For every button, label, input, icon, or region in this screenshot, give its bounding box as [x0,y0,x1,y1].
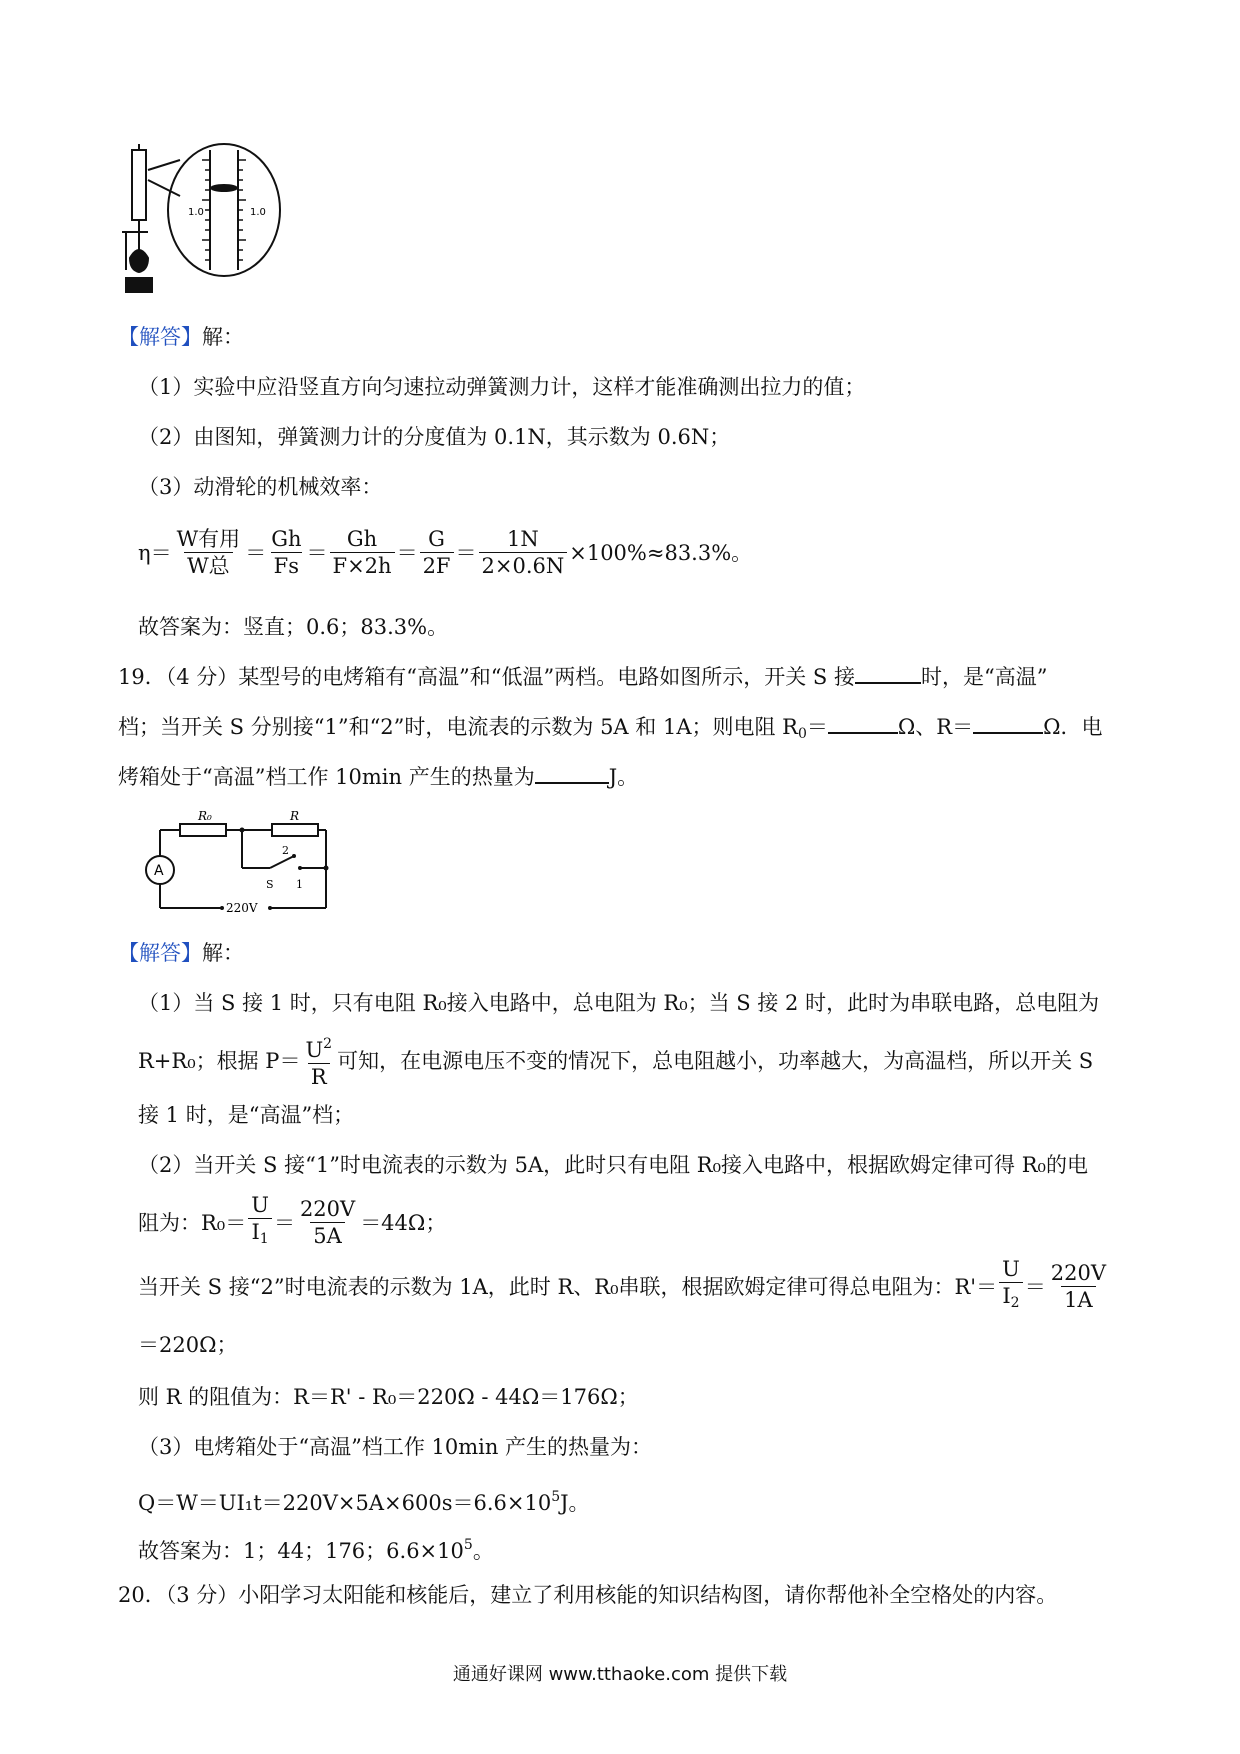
answer19-p1-l3: 接 1 时，是“高温”档； [138,1103,355,1127]
contact-2-label: 2 [282,844,289,857]
circuit-r-label: R [290,809,300,823]
answer18-header: 【解答】解： [118,325,244,349]
scale-ticks [202,160,246,260]
answer19-final: 故答案为：1；44；176；$6.6\times 10^5$。 [138,1537,494,1563]
answer19-header: 【解答】解： [118,941,244,965]
answer18-step3: （3）动滑轮的机械效率： [138,475,383,499]
answer19-p1-l1: （1）当 S 接 1 时，只有电阻 R₀接入电路中，总电阻为 R₀；当 S 接 2 时，此时为串联电路，总电阻为 [138,991,1100,1015]
q19-blank-1[interactable] [855,662,921,684]
answer19-p5: （3）电烤箱处于“高温”档工作 10min 产生的热量为： [138,1435,653,1459]
answer19-p6: $Q=W=UI_1t=220V\times 5A\times 600s=6.6\times 10^5J$。 [138,1489,590,1515]
q20-line: 20．（3 分）小阳学习太阳能和核能后，建立了利用核能的知识结构图，请你帮他补全空格处的内容。 [118,1583,1058,1607]
scale-label-right: 1.0 [250,207,266,218]
page-footer: 通通好课网 www.tthaoke.com 提供下载 [452,1664,788,1685]
answer19-p2-l1: （2）当开关 S 接“1”时电流表的示数为 5A，此时只有电阻 R₀接入电路中，根据欧姆定律可得 R₀的电 [138,1153,1088,1177]
q19-blank-4[interactable] [535,762,609,784]
scale-pointer [210,184,238,192]
circuit-r0-label: R₀ [198,809,212,823]
contact-1-label: 1 [296,878,303,891]
answer19-p3-l1: 当开关 S 接“2”时电流表的示数为 1A，此时 R、R₀串联，根据欧姆定律可得总电阻为：R'＝ $\frac{U}{I_2}$ ＝ $\frac{220V}{1A}$ [138,1256,1111,1316]
answer19-p1-l2: R+R₀；根据 P＝ $\frac{U^2}{R}$ 可知，在电源电压不变的情况下，总电阻越小，功率越大，为高温档，所以开关 S [138,1035,1094,1089]
circuit-diagram [130,808,340,918]
answer19-p2-l2: 阻为：R₀＝ $\frac{U}{I_1}$ ＝ $\frac{220V}{5A}$ ＝44Ω； [138,1192,446,1252]
switch-label: S [266,878,274,891]
efficiency-formula: η＝ $\frac{\text{W有用}}{\text{W总}}$ ＝ $\frac{Gh}{Fs}$ ＝ $\frac{Gh}{F\times 2h}$ ＝ $\frac{G}{2F}$ ＝ $\frac{1N}{2\times 0.6N}$ ×100%≈83.3%。 [138,526,753,578]
spring-scale-figure [118,140,298,300]
answer18-final: 故答案为：竖直；0.6；83.3%。 [138,615,449,639]
answer18-step2: （2）由图知，弹簧测力计的分度值为 0.1N，其示数为 0.6N； [138,425,731,449]
q19-line1: 19．（4 分）某型号的电烤箱有“高温”和“低温”两档。电路如图所示，开关 S 接 时，是“高温” [118,662,1047,692]
q19-blank-3[interactable] [973,712,1043,734]
ammeter-label: A [154,863,164,879]
answer19-p4: 则 R 的阻值为：R＝R' - R₀＝220Ω - 44Ω＝176Ω； [138,1385,639,1409]
answer18-step1: （1）实验中应沿竖直方向匀速拉动弹簧测力计，这样才能准确测出拉力的值； [138,375,866,399]
voltage-label: 220V [226,901,258,915]
answer19-p3-l2: ＝220Ω； [138,1333,238,1357]
q19-blank-2[interactable] [828,712,898,734]
scale-label-left: 1.0 [188,207,204,218]
q19-line2: 档；当开关 S 分别接“1”和“2”时，电流表的示数为 5A 和 1A；则电阻 $R_0= \Omega$、R＝ Ω．电 [118,712,1103,749]
q19-line3: 烤箱处于“高温”档工作 10min 产生的热量为 J。 [118,762,638,792]
